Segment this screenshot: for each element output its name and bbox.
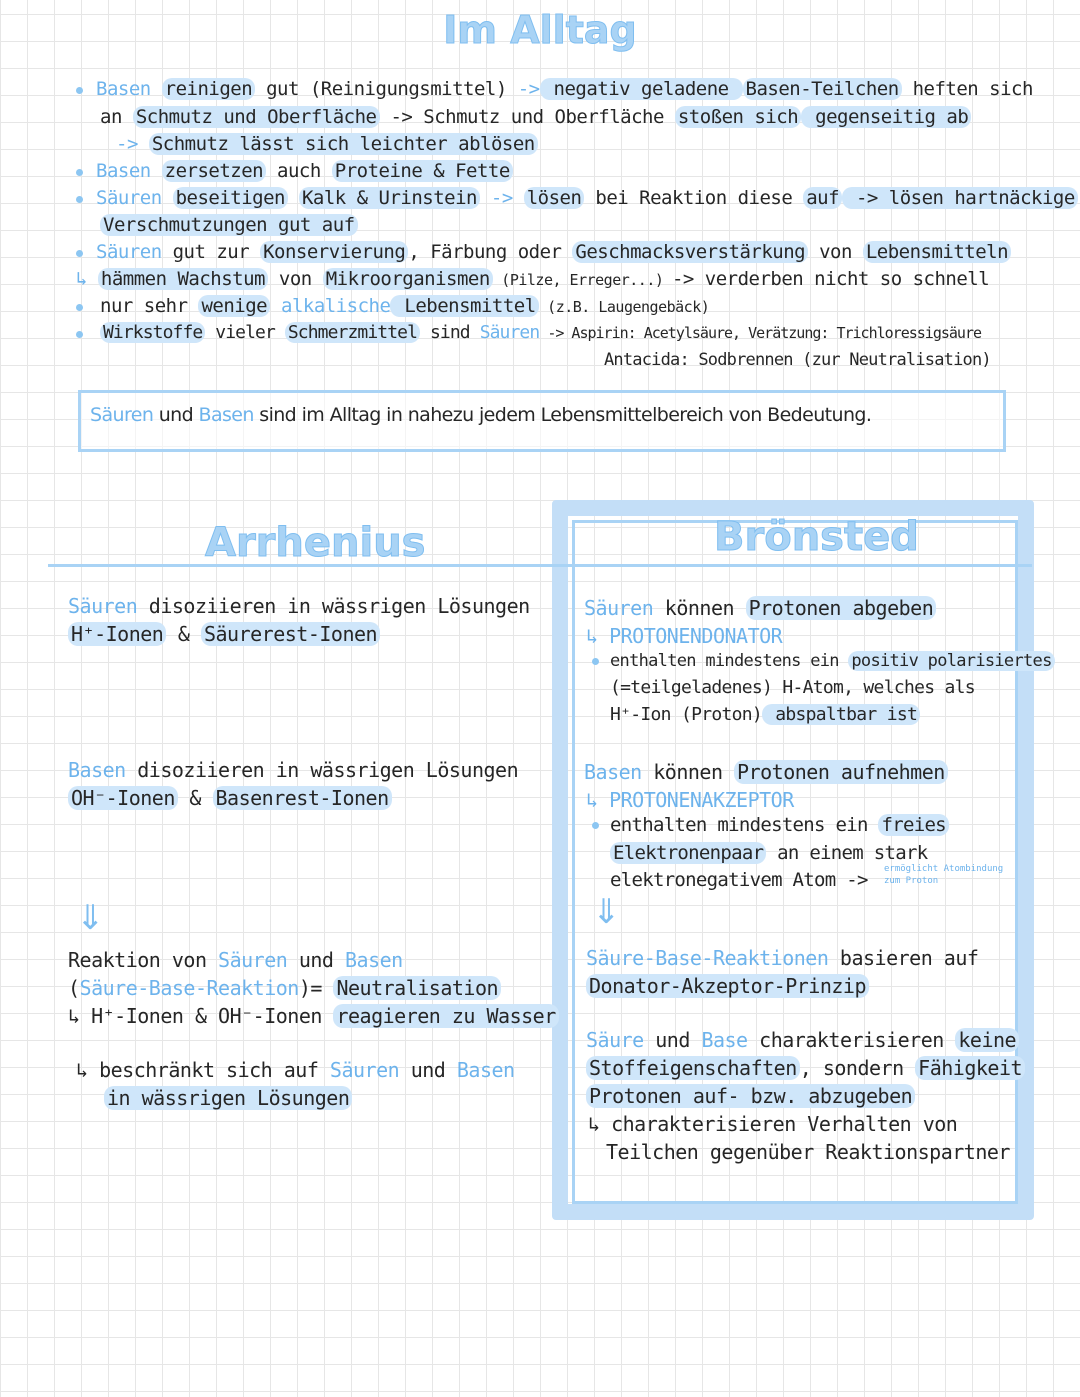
keyword-base: Base: [701, 1028, 748, 1052]
text: können: [653, 596, 746, 620]
highlight: H⁺-Ionen: [68, 622, 166, 646]
highlight: Basen-Teilchen: [743, 78, 902, 100]
highlight: Konservierung: [260, 241, 408, 263]
highlight: Basenrest-Ionen: [213, 786, 392, 810]
text: -> Schmutz und Oberfläche: [379, 106, 675, 128]
text: und: [643, 1028, 702, 1052]
highlight: wenige: [198, 295, 270, 317]
alltag-line-8: [76, 268, 989, 290]
arrhenius-reaction-2: [68, 976, 501, 1000]
text: sind: [420, 322, 480, 343]
text: &: [166, 622, 201, 646]
text: [288, 187, 299, 209]
bullet-dot: [76, 196, 83, 203]
text: [270, 295, 281, 317]
bronsted-note-2: zum Proton: [884, 876, 939, 886]
arrhenius-title: Arrhenius: [205, 520, 426, 566]
text: von: [808, 241, 863, 263]
arrhenius-limit-1: [76, 1058, 515, 1082]
highlight: abspaltbar ist: [762, 704, 920, 725]
highlight: Verschmutzungen gut auf: [100, 214, 358, 236]
bronsted-acid-detail-1: [610, 651, 1055, 671]
highlight: Neutralisation: [333, 976, 501, 1000]
bronsted-reaction-1: [586, 946, 978, 970]
highlight: -> lösen hartnäckige: [842, 187, 1078, 209]
arrow: ->: [116, 133, 138, 155]
keyword-saeuren: Säuren: [96, 241, 162, 263]
keyword-basen: Basen: [584, 760, 642, 784]
alltag-line-6: [100, 214, 358, 236]
text: Reaktion von: [68, 948, 219, 972]
text: Antacida: Sodbrennen (zur Neutralisation): [604, 350, 991, 370]
text: &: [177, 786, 213, 810]
highlight: stoßen sich: [675, 106, 801, 128]
keyword-basen: Basen: [96, 160, 151, 182]
highlight: beseitigen: [173, 187, 288, 209]
arrow-down-icon: ⇓: [592, 892, 621, 932]
alltag-line-11: [604, 350, 991, 370]
text: sind im Alltag in nahezu jedem Lebensmittelbereich von Bedeutung.: [253, 404, 872, 426]
bronsted-base-detail-1: [610, 814, 949, 836]
text: basieren auf: [828, 946, 979, 970]
bronsted-base-detail-2: [610, 842, 927, 864]
text: heften sich: [901, 78, 1033, 100]
text: (: [68, 976, 80, 1000]
text: und: [153, 404, 199, 426]
keyword-saeuren: Säuren: [218, 948, 288, 972]
subarrow-icon: ↳: [76, 268, 98, 290]
highlight: Schmutz lässt sich leichter ablösen: [149, 133, 538, 155]
highlight: Lebensmittel: [390, 295, 538, 317]
text: und: [287, 948, 346, 972]
arrhenius-base-def: [68, 758, 518, 782]
keyword-saeure-base: Säure-Base-Reaktion: [79, 976, 299, 1000]
highlight: Geschmacksverstärkung: [572, 241, 808, 263]
text: charakterisieren: [747, 1028, 956, 1052]
bullet-dot: [76, 87, 83, 94]
highlight: positiv polarisiertes: [848, 651, 1054, 671]
arrow: ->: [479, 187, 524, 209]
keyword-basen: Basen: [456, 1058, 515, 1082]
alltag-line-2: [100, 106, 971, 128]
keyword-basen: Basen: [345, 948, 403, 972]
highlight: reinigen: [162, 78, 256, 100]
bullet-dot: [76, 250, 83, 257]
highlight: Schmerzmittel: [285, 322, 420, 343]
bronsted-char-3: [586, 1084, 915, 1108]
keyword-saeuren: Säuren: [96, 187, 162, 209]
highlight: Protonen abgeben: [746, 596, 937, 620]
keyword-saeuren: Säuren: [479, 322, 540, 343]
bullet-dot: [76, 331, 83, 338]
bronsted-protonendonator: ↳ PROTONENDONATOR: [586, 624, 783, 648]
keyword-saeuren: Säuren: [68, 594, 138, 618]
text: vieler: [205, 322, 285, 343]
arrhenius-acid-def: [68, 594, 530, 618]
keyword-saeure: Säure: [586, 1028, 644, 1052]
text: bei Reaktion diese: [584, 187, 804, 209]
text: von: [267, 268, 323, 290]
highlight: freies: [878, 814, 948, 836]
text: nur sehr: [100, 295, 199, 317]
highlight: zersetzen: [162, 160, 266, 182]
alltag-line-1: [96, 78, 1033, 100]
arrhenius-reaction-3: [68, 1004, 559, 1028]
highlight: Fähigkeit: [915, 1056, 1025, 1080]
text: , sondern: [799, 1056, 916, 1080]
bronsted-base-def: [584, 760, 948, 784]
text: )=: [298, 976, 334, 1000]
text: können: [641, 760, 735, 784]
highlight: gegenseitig ab: [801, 106, 971, 128]
highlight: Proteine & Fette: [332, 160, 513, 182]
bullet-dot: [592, 822, 599, 829]
text: ↳ beschränkt sich auf: [76, 1058, 330, 1082]
text: (Pilze, Erreger...): [492, 271, 672, 289]
keyword-saeuren: Säuren: [584, 596, 654, 620]
text: elektronegativem Atom ->: [610, 869, 868, 891]
text: , Färbung oder: [408, 241, 573, 263]
summary-text: [90, 404, 871, 426]
text: und: [399, 1058, 457, 1082]
alltag-line-5: [96, 187, 1078, 209]
arrow-down-icon: ⇓: [76, 898, 105, 938]
keyword-saeuren: Säuren: [90, 404, 154, 426]
alltag-line-10: [100, 322, 981, 343]
alltag-line-3: [116, 133, 538, 155]
highlight: Säurerest-Ionen: [201, 622, 380, 646]
text: (z.B. Laugengebäck): [538, 298, 710, 316]
highlight: Stoffeigenschaften: [586, 1056, 800, 1080]
alltag-line-7: [96, 241, 1011, 263]
highlight: Protonen auf- bzw. abzugeben: [586, 1084, 915, 1108]
page-title: Im Alltag: [443, 8, 637, 52]
highlight: OH⁻-Ionen: [68, 786, 178, 810]
highlight: keine: [955, 1028, 1019, 1052]
text: enthalten mindestens ein: [610, 651, 849, 671]
highlight: reagieren zu Wasser: [333, 1004, 558, 1028]
text: gut zur: [161, 241, 261, 263]
bronsted-reaction-2: [586, 974, 869, 998]
highlight: negativ geladene: [540, 78, 743, 100]
bronsted-acid-detail-3: [610, 704, 920, 725]
bronsted-char-1: [586, 1028, 1019, 1052]
text: -> verderben nicht so schnell: [671, 268, 990, 290]
highlight: Lebensmitteln: [863, 241, 1011, 263]
bronsted-protonenakzeptor: ↳ PROTONENAKZEPTOR: [586, 788, 794, 812]
highlight: Protonen aufnehmen: [734, 760, 948, 784]
bronsted-base-detail-3: [610, 869, 868, 891]
highlight: Elektronenpaar: [610, 842, 766, 864]
text: an einem stark: [766, 842, 928, 864]
bullet-dot: [76, 304, 83, 311]
bronsted-char-2: [586, 1056, 1025, 1080]
bronsted-acid-detail-2: (=teilgeladenes) H-Atom, welches als: [610, 677, 975, 698]
highlight: in wässrigen Lösungen: [104, 1086, 352, 1110]
alltag-line-4: [96, 160, 513, 182]
highlight: auf: [803, 187, 842, 209]
alltag-line-9: [100, 295, 709, 317]
highlight: Wirkstoffe: [100, 322, 205, 343]
text: an: [100, 106, 133, 128]
highlight: Schmutz und Oberfläche: [133, 106, 380, 128]
highlight: hämmen Wachstum: [98, 268, 268, 290]
text: disoziieren in wässrigen Lösungen: [137, 594, 530, 618]
keyword-basen: Basen: [68, 758, 126, 782]
bronsted-title: Brönsted: [714, 514, 919, 560]
text: ↳ H⁺-Ionen & OH⁻-Ionen: [68, 1004, 334, 1028]
keyword-basen: Basen: [96, 78, 151, 100]
arrhenius-limit-2: [104, 1086, 352, 1110]
arrhenius-reaction-1: [68, 948, 403, 972]
bullet-dot: [76, 169, 83, 176]
bronsted-acid-def: [584, 596, 936, 620]
arrhenius-acid-ions: [68, 622, 380, 646]
keyword-saeuren: Säuren: [329, 1058, 400, 1082]
arrow: ->: [517, 78, 540, 100]
text: -> Aspirin: Acetylsäure, Verätzung: Trichloressigsäure: [539, 324, 982, 342]
highlight: Kalk & Urinstein: [299, 187, 480, 209]
text: disoziieren in wässrigen Lösungen: [125, 758, 519, 782]
bronsted-char-5: Teilchen gegenüber Reaktionspartner: [606, 1140, 1010, 1164]
bronsted-note-1: ermöglicht Atombindung: [884, 864, 1004, 874]
text: gut (Reinigungsmittel): [255, 78, 518, 100]
keyword-alkalische: alkalische: [281, 295, 391, 317]
keyword-basen: Basen: [198, 404, 254, 426]
keyword-saeure-base-reaktionen: Säure-Base-Reaktionen: [586, 946, 829, 970]
bronsted-char-4: ↳ charakterisieren Verhalten von: [588, 1112, 958, 1136]
highlight: lösen: [524, 187, 585, 209]
bullet-dot: [592, 658, 599, 665]
text: enthalten mindestens ein: [610, 814, 879, 836]
text: H⁺-Ion (Proton): [610, 704, 763, 725]
arrhenius-base-ions: [68, 786, 392, 810]
section-divider: [48, 564, 1032, 567]
highlight: Mikroorganismen: [323, 268, 493, 290]
text: auch: [266, 160, 332, 182]
highlight: Donator-Akzeptor-Prinzip: [586, 974, 869, 998]
